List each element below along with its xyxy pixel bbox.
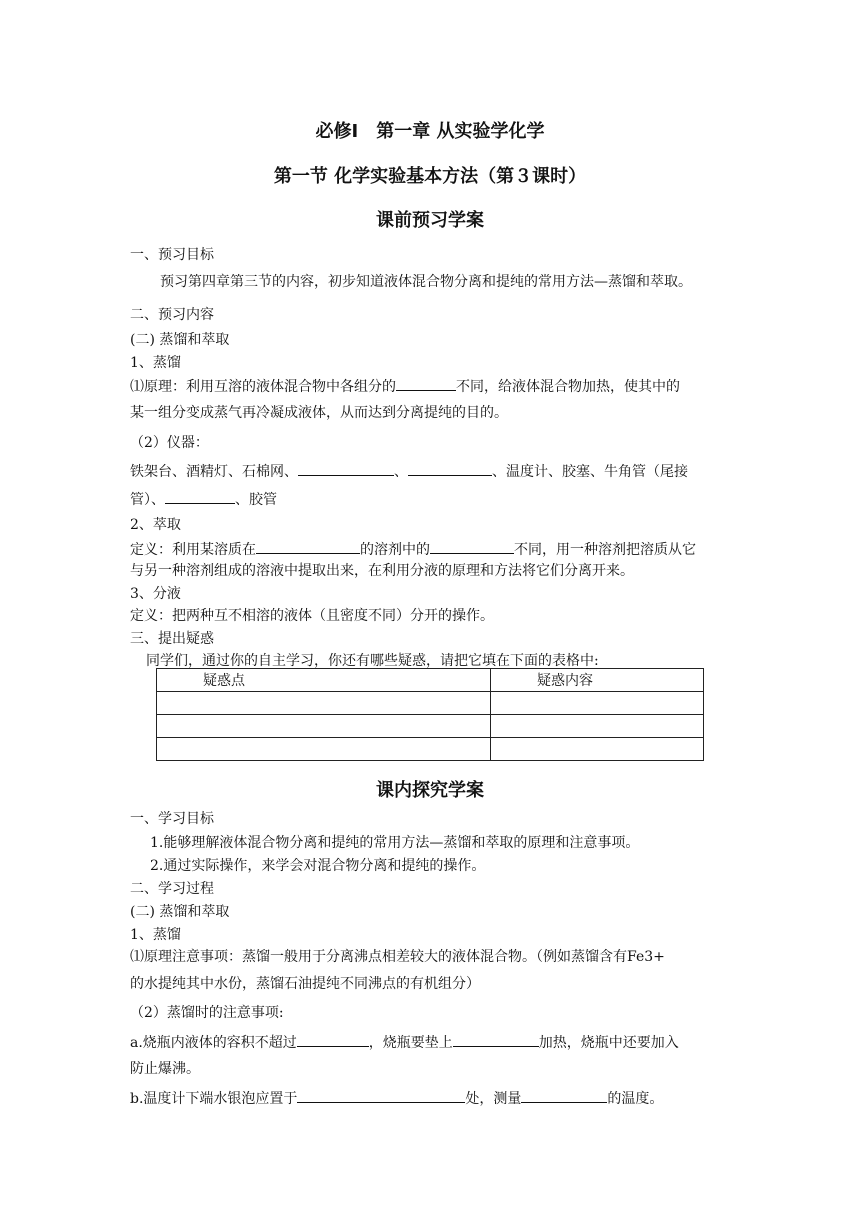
answer-blank[interactable] bbox=[396, 376, 456, 391]
note-a-line-1 bbox=[130, 1032, 679, 1052]
section-heading-preview: 课前预习学案 bbox=[376, 210, 484, 231]
preview-goal-heading: 一、预习目标 bbox=[130, 247, 214, 263]
inclass-goal-heading: 一、学习目标 bbox=[130, 811, 214, 827]
instrument-text-c: 管）、 bbox=[130, 492, 165, 508]
answer-blank[interactable] bbox=[521, 1088, 607, 1103]
note-a-text-1: a.烧瓶内液体的容积不超过 bbox=[130, 1035, 297, 1051]
principle-text-b: 不同，给液体混合物加热，使其中的 bbox=[456, 379, 680, 395]
inclass-goal-1: 1.能够理解液体混合物分离和提纯的常用方法—蒸馏和萃取的原理和注意事项。 bbox=[150, 835, 640, 851]
instrument-separator: 、 bbox=[394, 464, 408, 480]
answer-blank[interactable] bbox=[256, 539, 360, 554]
table-cell[interactable] bbox=[157, 738, 491, 761]
table-cell[interactable] bbox=[157, 715, 491, 738]
note-a-text-3: 加热，烧瓶中还要加入 bbox=[538, 1035, 679, 1051]
inclass-item-distillation: 1、蒸馏 bbox=[130, 927, 181, 943]
inclass-sub-heading: (二) 蒸馏和萃取 bbox=[130, 904, 230, 920]
answer-blank[interactable] bbox=[408, 461, 492, 476]
separation-definition: 定义：把两种互不相溶的液体（且密度不同）分开的操作。 bbox=[130, 608, 494, 624]
answer-blank[interactable] bbox=[297, 1032, 369, 1047]
answer-blank[interactable] bbox=[165, 489, 235, 504]
preview-item-separation: 3、分液 bbox=[130, 586, 181, 602]
table-header-content: 疑惑内容 bbox=[491, 669, 704, 692]
extraction-line-2: 与另一种溶剂组成的溶液中提取出来，在利用分液的原理和方法将它们分离开来。 bbox=[130, 563, 634, 579]
note-b-text-2: 处，测量 bbox=[465, 1091, 522, 1107]
table-row bbox=[157, 692, 704, 715]
instrument-text-b: 、温度计、胶塞、牛角管（尾接 bbox=[492, 464, 688, 480]
instrument-line-2 bbox=[130, 489, 277, 509]
note-b-text-1: b.温度计下端水银泡应置于 bbox=[130, 1091, 298, 1107]
answer-blank[interactable] bbox=[430, 539, 514, 554]
instrument-text-d: 、胶管 bbox=[235, 492, 277, 508]
doubt-heading: 三、提出疑惑 bbox=[130, 631, 214, 647]
extraction-text-a: 定义：利用某溶质在 bbox=[130, 542, 256, 558]
answer-blank[interactable] bbox=[298, 461, 394, 476]
table-header-point: 疑惑点 bbox=[157, 669, 491, 692]
preview-item-extraction: 2、萃取 bbox=[130, 517, 181, 533]
preview-sub-heading: (二) 蒸馏和萃取 bbox=[130, 332, 230, 348]
table-row bbox=[157, 738, 704, 761]
table-cell[interactable] bbox=[491, 738, 704, 761]
preview-content-heading: 二、预习内容 bbox=[130, 307, 214, 323]
process-heading: 二、学习过程 bbox=[130, 881, 214, 897]
table-cell[interactable] bbox=[157, 692, 491, 715]
extraction-line-1 bbox=[130, 539, 696, 559]
note-b-text-3: 的温度。 bbox=[607, 1091, 664, 1107]
inclass-goal-2: 2.通过实际操作，来学会对混合物分离和提纯的操作。 bbox=[150, 858, 486, 874]
instrument-heading: （2）仪器： bbox=[130, 435, 209, 451]
note-a-line-2: 防止爆沸。 bbox=[130, 1061, 200, 1077]
principle-line-2: 某一组分变成蒸气再冷凝成液体，从而达到分离提纯的目的。 bbox=[130, 405, 508, 421]
document-subtitle: 第一节 化学实验基本方法（第３课时） bbox=[273, 166, 587, 187]
note-a-text-2: ，烧瓶要垫上 bbox=[368, 1035, 453, 1051]
principle-text-a: ⑴原理：利用互溶的液体混合物中各组分的 bbox=[130, 379, 396, 395]
instrument-text-a: 铁架台、酒精灯、石棉网、 bbox=[130, 464, 298, 480]
table-cell[interactable] bbox=[491, 692, 704, 715]
distillation-note-1-line-2: 的水提纯其中水份，蒸馏石油提纯不同沸点的有机组分） bbox=[130, 976, 480, 992]
preview-goal-text: 预习第四章第三节的内容，初步知道液体混合物分离和提纯的常用方法—蒸馏和萃取。 bbox=[160, 274, 692, 290]
instrument-line-1 bbox=[130, 461, 688, 481]
note-b-line bbox=[130, 1088, 663, 1108]
distillation-note-2-heading: （2）蒸馏时的注意事项: bbox=[130, 1005, 284, 1021]
doubt-instruction: 同学们，通过你的自主学习，你还有哪些疑惑，请把它填在下面的表格中: bbox=[146, 653, 599, 669]
answer-blank[interactable] bbox=[453, 1032, 539, 1047]
table-cell[interactable] bbox=[491, 715, 704, 738]
extraction-text-b: 的溶剂中的 bbox=[360, 542, 430, 558]
extraction-text-c: 不同，用一种溶剂把溶质从它 bbox=[514, 542, 696, 558]
doubt-table bbox=[156, 668, 704, 761]
table-row bbox=[157, 715, 704, 738]
distillation-note-1: ⑴原理注意事项：蒸馏一般用于分离沸点相差较大的液体混合物。（例如蒸馏含有Fe3+ bbox=[130, 949, 665, 965]
principle-line-1 bbox=[130, 376, 680, 396]
preview-item-distillation: 1、蒸馏 bbox=[130, 355, 181, 371]
section-heading-inclass: 课内探究学案 bbox=[376, 780, 484, 801]
document-title: 必修Ⅰ 第一章 从实验学化学 bbox=[315, 121, 545, 142]
answer-blank[interactable] bbox=[297, 1088, 465, 1103]
table-row bbox=[157, 669, 704, 692]
